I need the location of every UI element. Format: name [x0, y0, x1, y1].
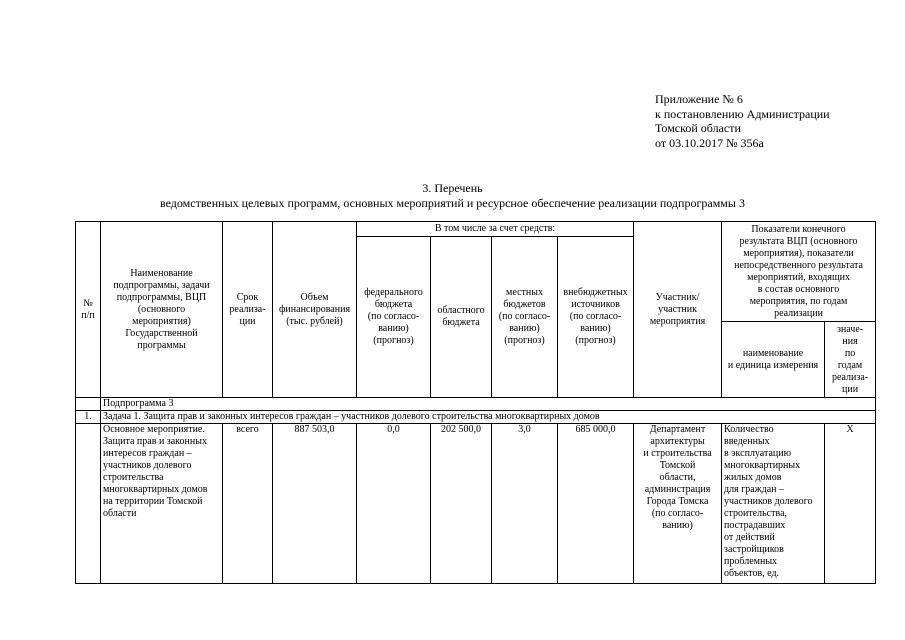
header-name-text: Наименование подпрограммы, задачи подпрограммы, ВЦП (основного мероприятия) Государственной программы	[113, 267, 210, 351]
row-federal: 0,0	[357, 424, 431, 584]
annex-line-3: Томской области	[655, 121, 741, 135]
header-local	[492, 237, 558, 398]
row-local: 3,0	[492, 424, 558, 584]
task-num-cell: 1.	[76, 411, 101, 424]
row-participant-text: Департамент архитектуры и строительства Томской области, администрация Города Томска (по согласо- ванию)	[643, 424, 712, 531]
header-num-text: № п/п	[81, 297, 95, 321]
header-incl	[357, 222, 634, 237]
annex-line-1: Приложение № 6	[655, 92, 743, 106]
header-incl-text: В том числе за счет средств:	[434, 223, 556, 234]
title-line-1: 3. Перечень	[422, 181, 483, 195]
header-ind-name	[722, 322, 825, 398]
row-offbudget: 685 000,0	[558, 424, 634, 584]
header-term	[223, 222, 273, 398]
annex-line-4: от 03.10.2017 № 356а	[655, 135, 764, 150]
row-value: Х	[825, 424, 876, 584]
header-federal	[357, 237, 431, 398]
header-federal-text: федерального бюджета (по согласо- ванию) (прогноз)	[364, 287, 423, 346]
row-name-text: Основное мероприятие. Защита прав и законных интересов граждан – участников долевого строительства многоквартирных домов на территории Томской области	[103, 424, 208, 519]
header-regional	[431, 237, 492, 398]
annex-block	[655, 92, 830, 150]
header-regional-text: областного бюджета	[437, 305, 485, 328]
title-line-2: ведомственных целевых программ, основных мероприятий и ресурсное обеспечение реализации подпрограммы 3	[160, 196, 745, 210]
subprogram-num-cell	[76, 398, 101, 411]
header-volume-text: Объем финансирования (тыс. рублей)	[278, 291, 351, 327]
header-ind-values-text: значе- ния по годам реализа- ции	[831, 323, 869, 395]
header-offbudget-text: внебюджетных источников (по согласо- ванию) (прогноз)	[563, 287, 628, 346]
row-term: всего	[223, 424, 273, 584]
header-indicators	[722, 222, 876, 322]
row-volume: 887 503,0	[273, 424, 357, 584]
header-ind-values	[825, 322, 876, 398]
header-offbudget	[558, 237, 634, 398]
document-title	[0, 181, 905, 211]
row-name	[101, 424, 223, 584]
program-table	[75, 221, 876, 584]
header-participant	[634, 222, 722, 398]
row-indicator	[722, 424, 825, 584]
task-row: Задача 1. Защита прав и законных интересов граждан – участников долевого строительства многоквартирных домов	[101, 411, 876, 424]
header-name	[101, 222, 223, 398]
row-regional: 202 500,0	[431, 424, 492, 584]
header-ind-name-text: наименование и единица измерения	[727, 347, 819, 371]
header-volume	[273, 222, 357, 398]
row-num-cell	[76, 424, 101, 584]
header-participant-text: Участник/ участник мероприятия	[649, 291, 706, 327]
row-participant	[634, 424, 722, 584]
annex-line-2: к постановлению Администрации	[655, 106, 830, 121]
subprogram-row: Подпрограмма 3	[101, 398, 876, 411]
row-indicator-text: Количество введенных в эксплуатацию многоквартирных жилых домов для граждан – участников долевого строительства, пострадавших от действий застройщиков проблемных объектов, ед.	[724, 424, 813, 579]
header-num	[76, 222, 101, 398]
header-term-text: Срок реализа- ции	[229, 291, 266, 327]
header-local-text: местных бюджетов (по согласо- ванию) (прогноз)	[498, 287, 551, 346]
header-indicators-text: Показатели конечного результата ВЦП (основного мероприятия), показатели непосредственного результата мероприятий, входящих в состав основного мероприятия, по годам реализации	[734, 223, 863, 319]
